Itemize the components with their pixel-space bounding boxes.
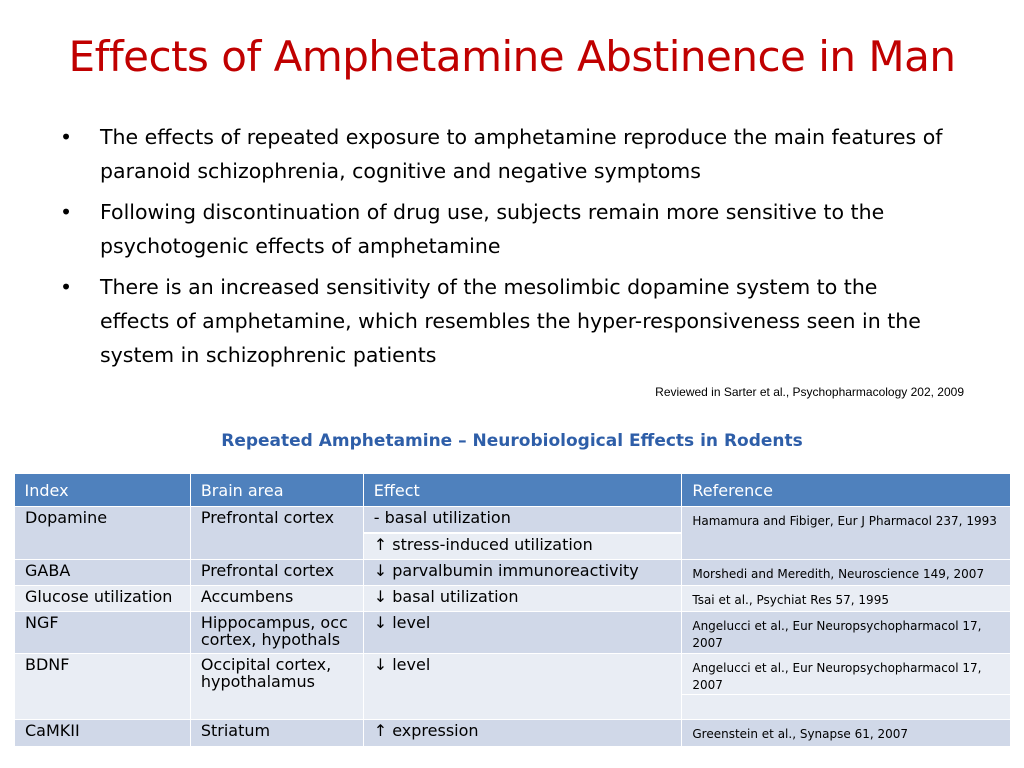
cell-brain-area: Prefrontal cortex [190, 560, 363, 586]
cell-brain-area: Occipital cortex, hypothalamus [190, 654, 363, 720]
cell-index: Dopamine [15, 507, 191, 560]
cell-reference: Angelucci et al., Eur Neuropsychopharmacol 17, 2007 [682, 654, 1011, 695]
table-title: Repeated Amphetamine – Neurobiological Effects in Rodents [221, 431, 803, 451]
cell-index: NGF [15, 612, 191, 654]
bullet-marker: • [60, 125, 73, 149]
cell-effect: ↓ basal utilization [363, 586, 682, 612]
slide-title: Effects of Amphetamine Abstinence in Man [68, 32, 956, 81]
table-header-row [15, 474, 1011, 507]
cell-reference: Tsai et al., Psychiat Res 57, 1995 [682, 586, 1011, 612]
cell-effect: - basal utilization [363, 507, 682, 534]
bullet-list [60, 120, 950, 379]
cell-reference: Morshedi and Meredith, Neuroscience 149, 2007 [682, 560, 1011, 586]
cell-reference: Greenstein et al., Synapse 61, 2007 [682, 720, 1011, 747]
cell-effect: ↑ stress-induced utilization [363, 533, 682, 560]
table-row [15, 507, 1011, 534]
effects-table [14, 474, 1011, 747]
column-header-brain-area: Brain area [190, 474, 363, 507]
cell-effect: ↓ parvalbumin immunoreactivity [363, 560, 682, 586]
cell-brain-area: Prefrontal cortex [190, 507, 363, 560]
bullet-item [60, 195, 950, 263]
table-row [15, 586, 1011, 612]
cell-effect: ↓ level [363, 654, 682, 720]
cell-effect: ↑ expression [363, 720, 682, 747]
column-header-index: Index [15, 474, 191, 507]
cell-index: CaMKII [15, 720, 191, 747]
bullet-text: The effects of repeated exposure to amphetamine reproduce the main features of paranoid schizophrenia, cognitive and negative symptoms [100, 125, 943, 183]
bullet-text: Following discontinuation of drug use, subjects remain more sensitive to the psychotogenic effects of amphetamine [100, 200, 885, 258]
cell-reference: Hamamura and Fibiger, Eur J Pharmacol 237, 1993 [682, 507, 1011, 560]
cell-reference-empty [682, 695, 1011, 720]
bullet-item [60, 120, 950, 188]
cell-brain-area: Striatum [190, 720, 363, 747]
cell-brain-area: Hippocampus, occ cortex, hypothals [190, 612, 363, 654]
cell-reference: Angelucci et al., Eur Neuropsychopharmacol 17, 2007 [682, 612, 1011, 654]
bullet-item [60, 270, 950, 372]
review-citation: Reviewed in Sarter et al., Psychopharmacology 202, 2009 [655, 385, 964, 399]
table-row [15, 612, 1011, 654]
table-row [15, 560, 1011, 586]
cell-index: Glucose utilization [15, 586, 191, 612]
cell-effect: ↓ level [363, 612, 682, 654]
column-header-reference: Reference [682, 474, 1011, 507]
column-header-effect: Effect [363, 474, 682, 507]
cell-index: GABA [15, 560, 191, 586]
cell-index: BDNF [15, 654, 191, 720]
table-row [15, 654, 1011, 695]
table-row [15, 720, 1011, 747]
bullet-marker: • [60, 275, 73, 299]
cell-brain-area: Accumbens [190, 586, 363, 612]
bullet-marker: • [60, 200, 73, 224]
bullet-text: There is an increased sensitivity of the mesolimbic dopamine system to the effects of amphetamine, which resembles the hyper-responsiveness seen in the system in schizophrenic patients [100, 275, 921, 367]
